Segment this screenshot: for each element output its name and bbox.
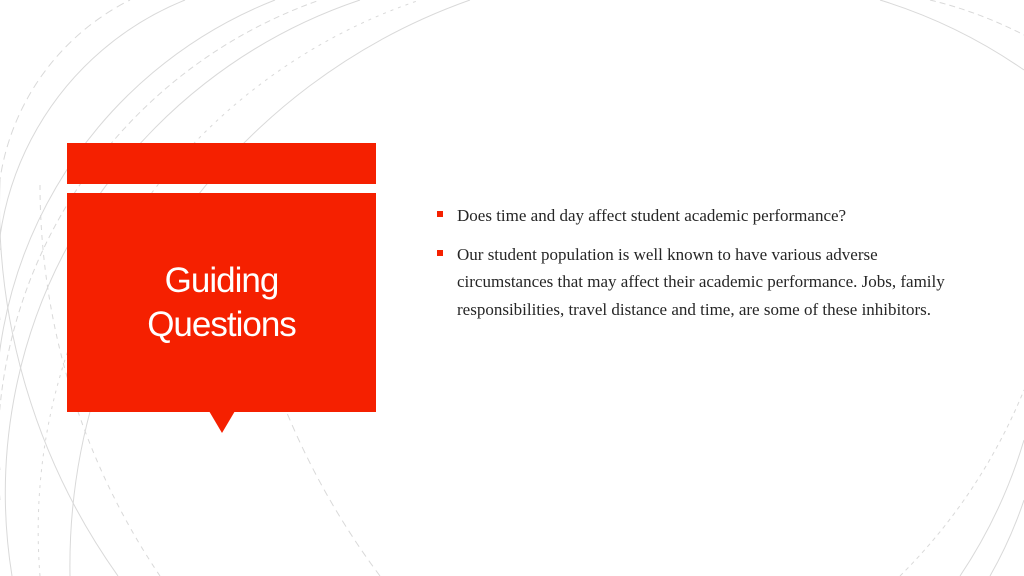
bullet-text: Does time and day affect student academic performance?	[457, 206, 847, 225]
square-bullet-icon	[437, 211, 443, 217]
title-accent-bar	[67, 143, 376, 184]
slide-title	[67, 193, 376, 412]
decor-arc	[930, 0, 1024, 35]
bullet-list	[437, 202, 947, 334]
bullet-item	[437, 241, 947, 324]
decor-arc	[880, 0, 1024, 70]
decor-arc	[990, 500, 1024, 576]
bullet-text: Our student population is well known to have various adverse circumstances that may affect their academic performance. Jobs, family responsibilities, travel distance and time, are some of these inhibitors.	[457, 244, 945, 319]
square-bullet-icon	[437, 250, 443, 256]
slide-title-line-1: Guiding	[164, 260, 279, 300]
title-box-pointer	[209, 411, 235, 433]
decor-arc	[900, 390, 1024, 576]
bullet-item	[437, 202, 947, 230]
slide-title-line-2: Questions	[147, 304, 296, 344]
decor-arc	[960, 440, 1024, 576]
